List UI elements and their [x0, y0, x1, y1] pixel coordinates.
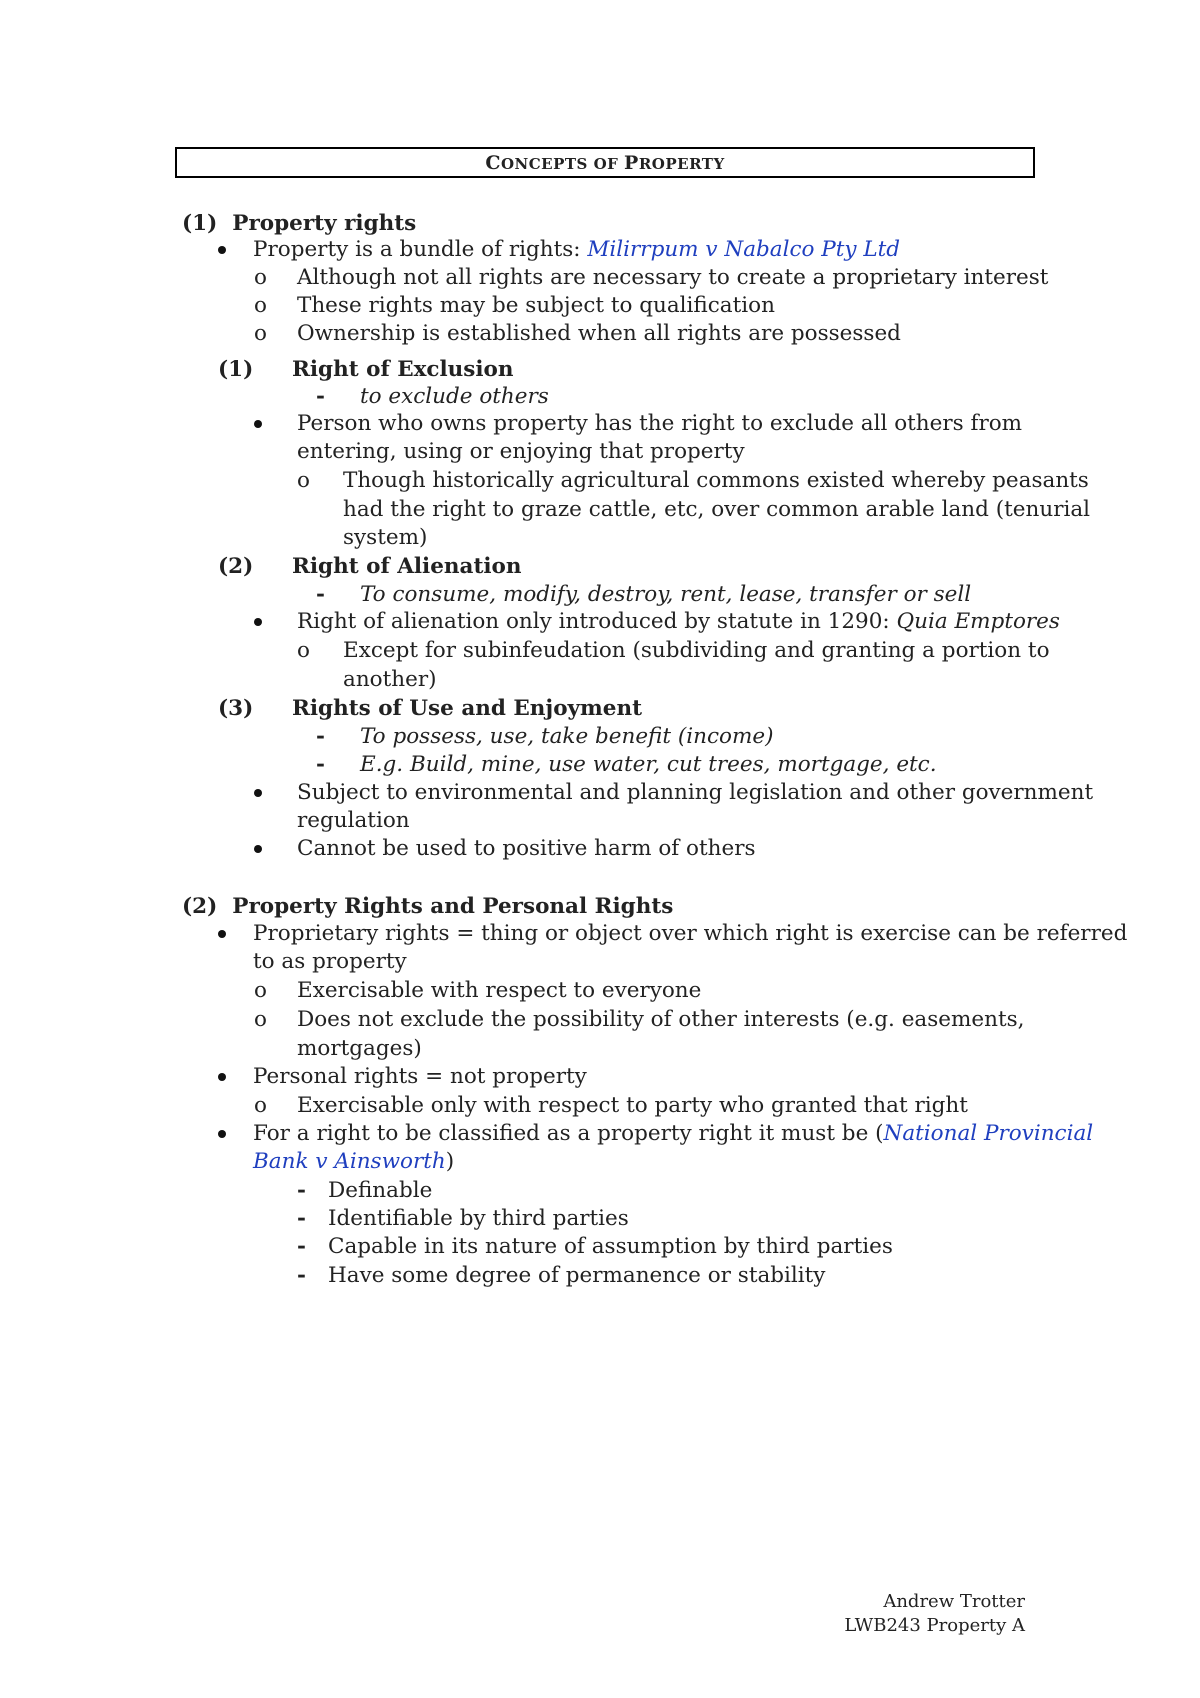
case-link[interactable]: National Provincial	[883, 1121, 1094, 1146]
bullet-icon	[254, 845, 262, 853]
list-item: entering, using or enjoying that property	[297, 439, 745, 464]
section-heading	[182, 893, 673, 921]
list-item: Exercisable only with respect to party who granted that right	[297, 1093, 968, 1118]
footer-author: Andrew Trotter	[883, 1591, 1025, 1612]
circle-bullet-icon: o	[254, 293, 267, 318]
section-heading	[182, 210, 416, 238]
section-title: Property Rights and Personal Rights	[232, 894, 674, 919]
section-title: Property rights	[232, 211, 417, 236]
circle-bullet-icon: o	[254, 978, 267, 1003]
subsection-title: Right of Exclusion	[292, 357, 514, 382]
statute-name: Quia Emptores	[896, 609, 1060, 634]
list-item: Definable	[328, 1178, 433, 1203]
bullet-icon	[218, 246, 226, 254]
dash-icon: -	[297, 1206, 306, 1231]
case-link[interactable]: Bank v Ainsworth	[253, 1149, 446, 1174]
bullet-icon	[254, 420, 262, 428]
circle-bullet-icon: o	[297, 638, 310, 663]
item-text: Right of alienation only introduced by statute in 1290:	[297, 609, 897, 634]
subsection-title: Rights of Use and Enjoyment	[292, 696, 643, 721]
list-item: E.g. Build, mine, use water, cut trees, mortgage, etc.	[360, 752, 937, 777]
list-item: Although not all rights are necessary to create a proprietary interest	[297, 265, 1049, 290]
subsection-number: (3)	[218, 696, 254, 721]
list-item: Have some degree of permanence or stability	[328, 1263, 826, 1288]
list-item: to as property	[253, 949, 407, 974]
circle-bullet-icon: o	[254, 1007, 267, 1032]
dash-icon: -	[316, 384, 325, 409]
section-number: (1)	[182, 211, 218, 236]
list-item: Exercisable with respect to everyone	[297, 978, 702, 1003]
circle-bullet-icon: o	[254, 1093, 267, 1118]
list-item: Though historically agricultural commons existed whereby peasants	[343, 468, 1089, 493]
footer-course: LWB243 Property A	[844, 1615, 1025, 1636]
dash-icon: -	[316, 752, 325, 777]
list-item: These rights may be subject to qualification	[297, 293, 775, 318]
list-item	[253, 1120, 1093, 1148]
dash-icon: -	[316, 582, 325, 607]
list-item	[253, 236, 900, 264]
dash-icon: -	[316, 724, 325, 749]
list-item: had the right to graze cattle, etc, over common arable land (tenurial	[343, 497, 1091, 522]
list-item: Except for subinfeudation (subdividing and granting a portion to	[343, 638, 1050, 663]
bullet-icon	[218, 1130, 226, 1138]
subsection-title: Right of Alienation	[292, 554, 522, 579]
dash-icon: -	[297, 1263, 306, 1288]
page-title	[175, 147, 1035, 178]
list-item: Person who owns property has the right to exclude all others from	[297, 411, 1023, 436]
list-item: another)	[343, 667, 437, 692]
list-item: Personal rights = not property	[253, 1064, 587, 1089]
list-item: mortgages)	[297, 1036, 422, 1061]
list-item: Ownership is established when all rights are possessed	[297, 321, 901, 346]
item-text: )	[445, 1149, 455, 1174]
title-part: ONCEPTS OF	[500, 155, 625, 173]
subsection-number: (1)	[218, 357, 254, 382]
title-part: C	[485, 152, 501, 174]
list-item: Subject to environmental and planning legislation and other government	[297, 780, 1094, 805]
list-item: Does not exclude the possibility of other interests (e.g. easements,	[297, 1007, 1025, 1032]
bullet-icon	[218, 1073, 226, 1081]
dash-icon: -	[297, 1178, 306, 1203]
title-part: ROPERTY	[638, 155, 725, 173]
title-part: P	[624, 152, 639, 174]
list-item: Proprietary rights = thing or object over which right is exercise can be referred	[253, 921, 1128, 946]
list-item: Cannot be used to positive harm of others	[297, 836, 756, 861]
subsection-number: (2)	[218, 554, 254, 579]
list-item	[253, 1148, 454, 1176]
bullet-icon	[254, 618, 262, 626]
list-item	[297, 608, 1060, 636]
list-item: regulation	[297, 808, 410, 833]
circle-bullet-icon: o	[254, 265, 267, 290]
list-item: Capable in its nature of assumption by third parties	[328, 1234, 893, 1259]
item-text: Property is a bundle of rights:	[253, 237, 588, 262]
circle-bullet-icon: o	[254, 321, 267, 346]
case-link[interactable]: Milirrpum v Nabalco Pty Ltd	[587, 237, 901, 262]
list-item: to exclude others	[360, 384, 549, 409]
list-item: Identifiable by third parties	[328, 1206, 629, 1231]
circle-bullet-icon: o	[297, 468, 310, 493]
section-number: (2)	[182, 894, 218, 919]
item-text: For a right to be classified as a property right it must be (	[253, 1121, 884, 1146]
list-item: To possess, use, take benefit (income)	[360, 724, 774, 749]
bullet-icon	[254, 789, 262, 797]
dash-icon: -	[297, 1234, 306, 1259]
list-item: system)	[343, 525, 428, 550]
list-item: To consume, modify, destroy, rent, lease, transfer or sell	[360, 582, 972, 607]
bullet-icon	[218, 930, 226, 938]
